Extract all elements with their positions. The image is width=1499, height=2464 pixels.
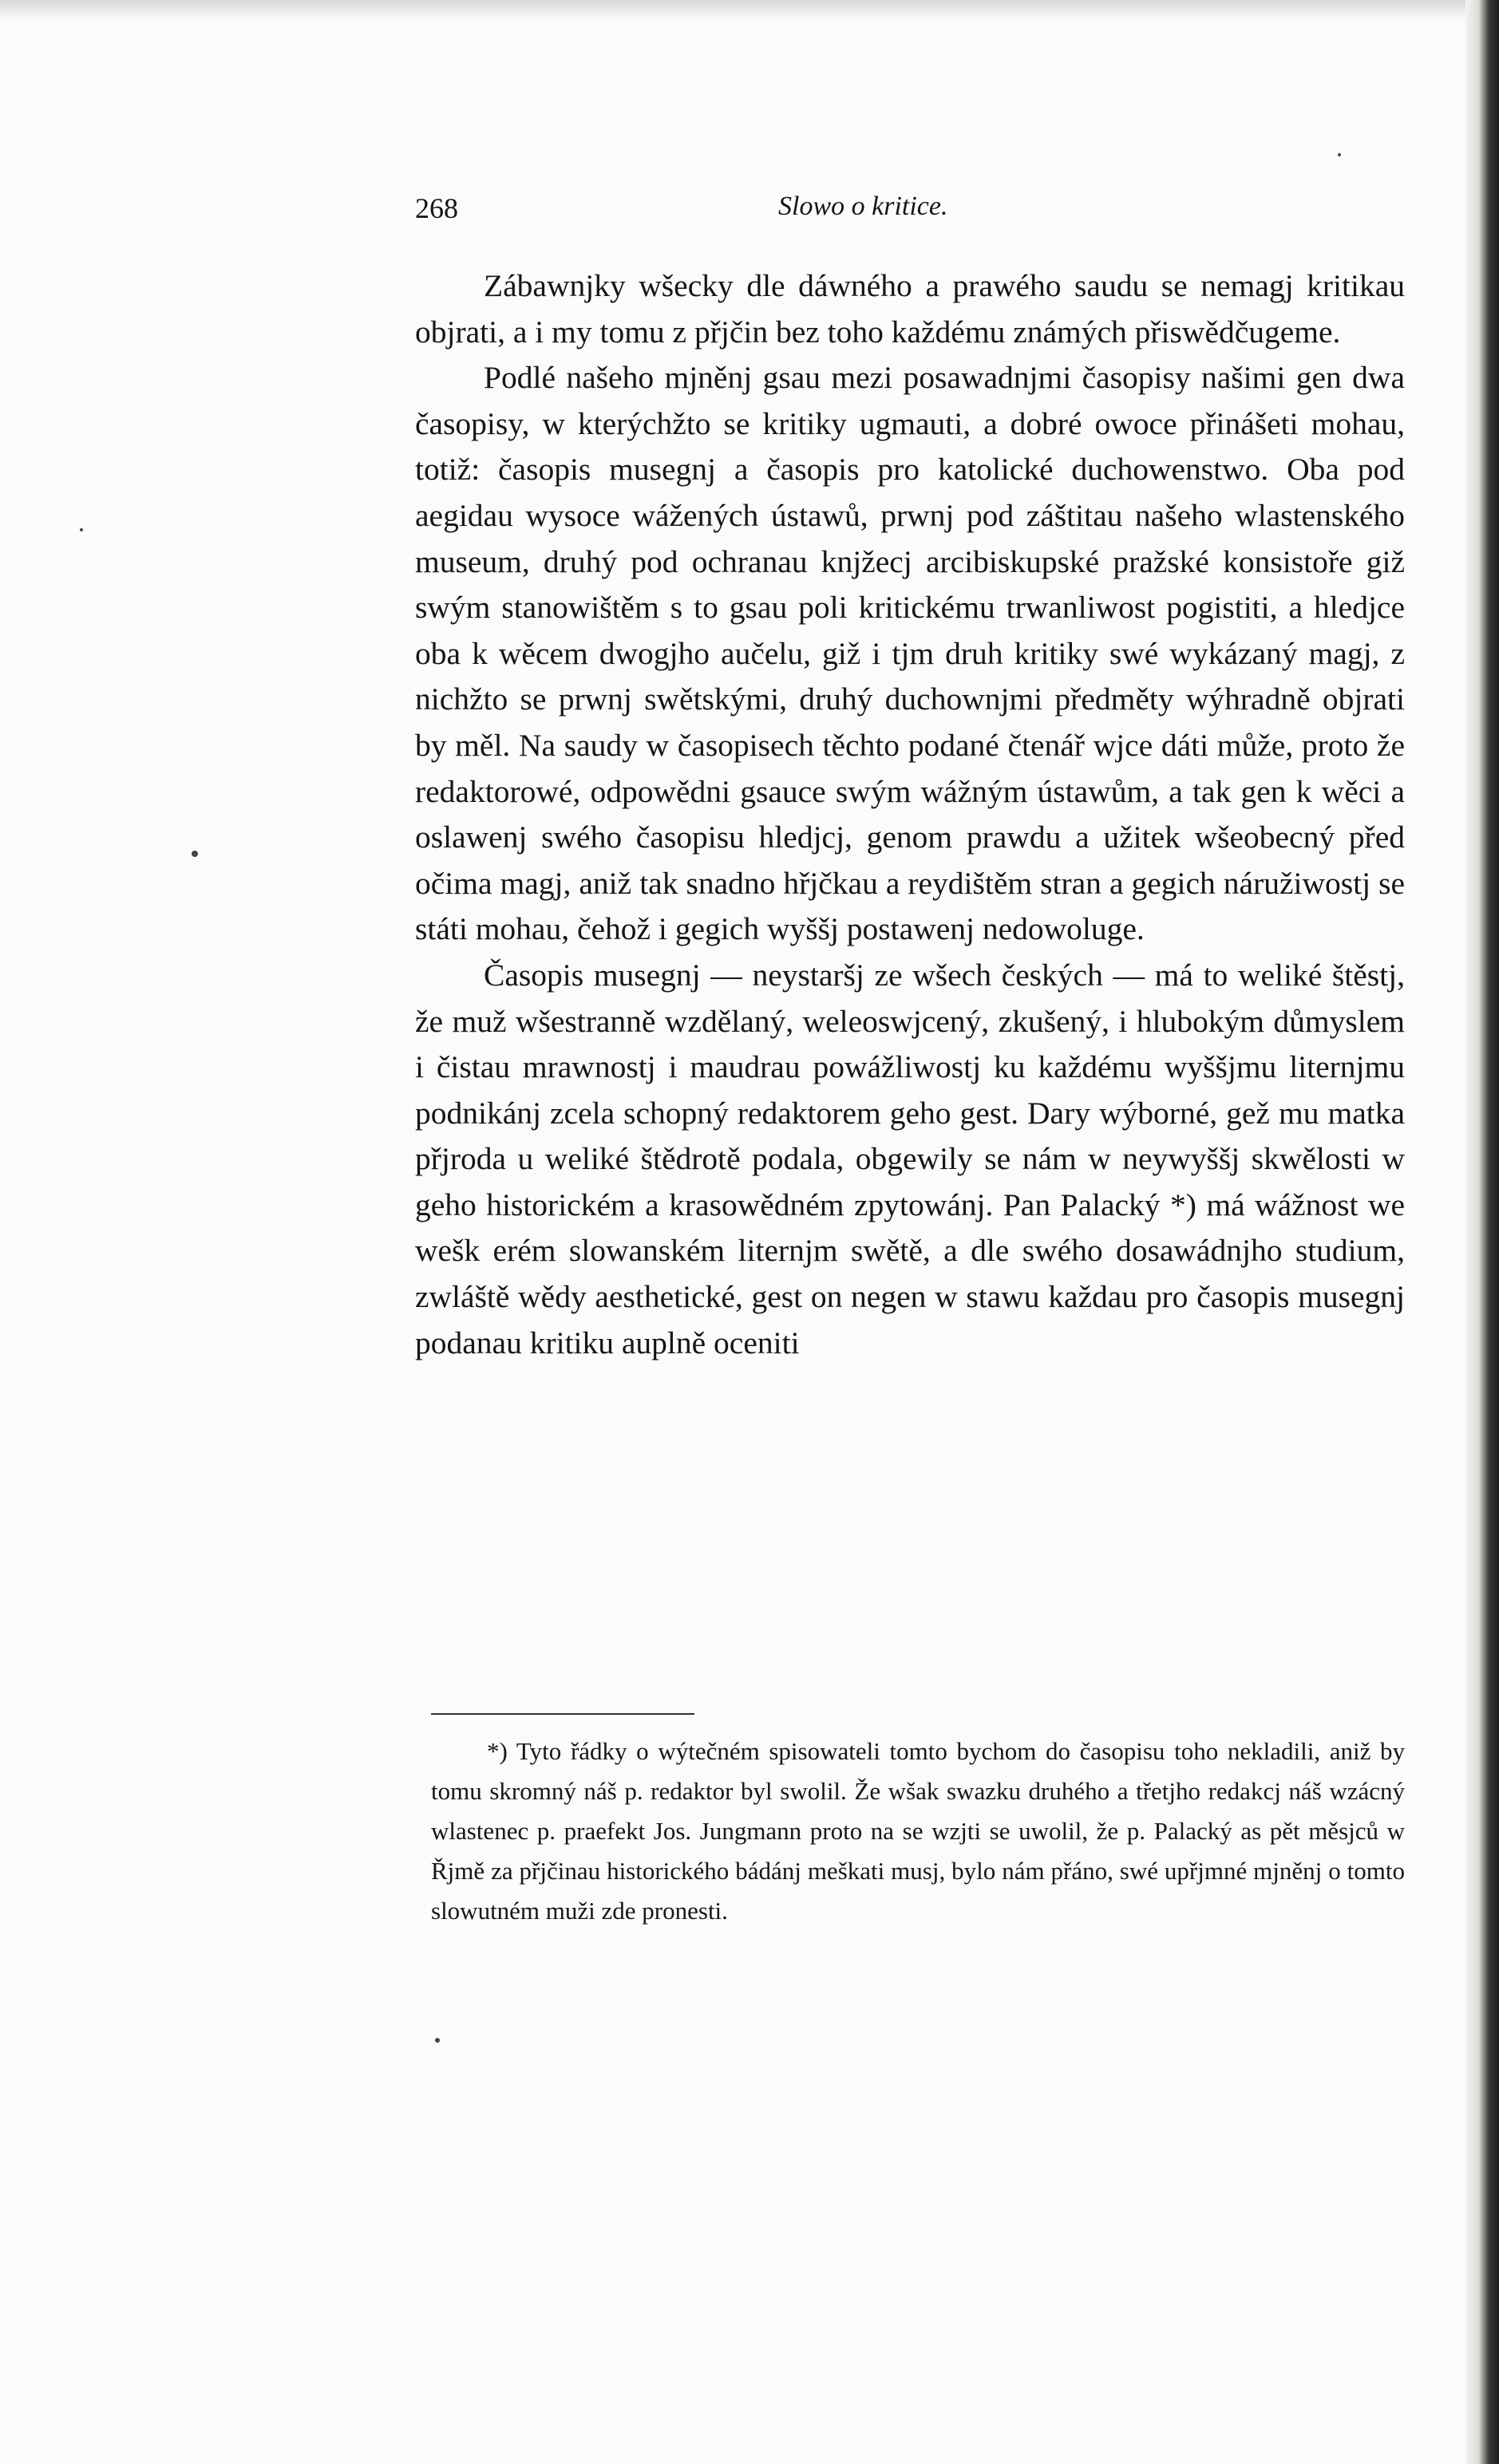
paragraph-2: Podlé našeho mjněnj gsau mezi posawadnjmi časopisy našimi gen dwa časopisy, w kterýchžto se kritiky ugmauti, a dobré owoce přinášeti mohau, totiž: časopis musegnj a časopis pro katolické duchowenstwo. Oba pod aegidau wysoce wážených ústawů, prwnj pod záštitau našeho wlastenského museum, druhý pod ochranau knjžecj arcibiskupské pražské konsistoře giž swým stanowištěm s to gsau poli kritickému trwanliwost pogistiti, a hledjce oba k wěcem dwogjho aučelu, giž i tjm druh kritiky swé wykázaný magj, z nichžto se prwnj swětskými, druhý duchownjmi předměty wýhradně objrati by měl. Na saudy w časopisech těchto podané čtenář wjce dáti může, proto že redaktorowé, odpowědni gsauce swým wážným ústawům, a tak gen k wěci a oslawenj swého časopisu hledjcj, genom prawdu a užitek wšeobecný před očima magj, aniž tak snadno hřjčkau a reydištěm stran a gegich náružiwostj se státi mohau, čehož i gegich wyššj postawenj nedowoluge.: [415, 360, 1405, 947]
speck: [80, 528, 83, 531]
body-text: [415, 263, 1405, 1366]
footnote-rule: [431, 1713, 694, 1715]
page-header: [415, 192, 1405, 231]
footnote: [431, 1732, 1405, 1931]
paragraph-1: Zábawnjky wšecky dle dáwného a prawého saudu se nemagj kritikau objrati, a i my tomu z přjčin bez toho každému známých přiswědčugeme.: [415, 268, 1405, 349]
page-number: 268: [415, 192, 458, 224]
running-title: Slowo o kritice.: [778, 192, 948, 221]
scan-top-shadow: [0, 0, 1499, 19]
scan-binding-edge: [1465, 0, 1499, 2464]
speck: [192, 851, 198, 857]
speck: [1338, 153, 1341, 156]
footnote-text: *) Tyto řádky o wýtečném spisowateli tomto bychom do časopisu toho nekladili, aniž by tomu skromný náš p. redaktor byl swolil. Že wšak swazku druhého a třetjho redakcj náš wzácný wlastenec p. praefekt Jos. Jungmann proto na se wzjti se uwolil, že p. Palacký as pět měsjců w Řjmě za přjčinau historického bádánj meškati musj, bylo nám přáno, swé upřjmné mjněnj o tomto slowutném muži zde pronesti.: [431, 1737, 1405, 1925]
paragraph-3: Časopis musegnj — neystaršj ze wšech českých — má to weliké štěstj, že muž wšestranně wzdělaný, weleoswjcený, zkušený, i hlubokým důmyslem i čistau mrawnostj i maudrau powážliwostj ku každému wyššjmu liternjmu podnikánj zcela schopný redaktorem geho gest. Dary wýborné, gež mu matka přjroda u weliké štědrotě podala, obgewily se nám w neywyššj skwělosti w geho historickém a krasowědném zpytowánj. Pan Palacký *) má wážnost we wešk erém slowanském liternjm swětě, a dle swého dosawádnjho studium, zwláště wědy aesthetické, gest on negen w stawu každau pro časopis musegnj podanau kritiku auplně oceniti: [415, 957, 1405, 1360]
speck: [435, 2038, 440, 2043]
